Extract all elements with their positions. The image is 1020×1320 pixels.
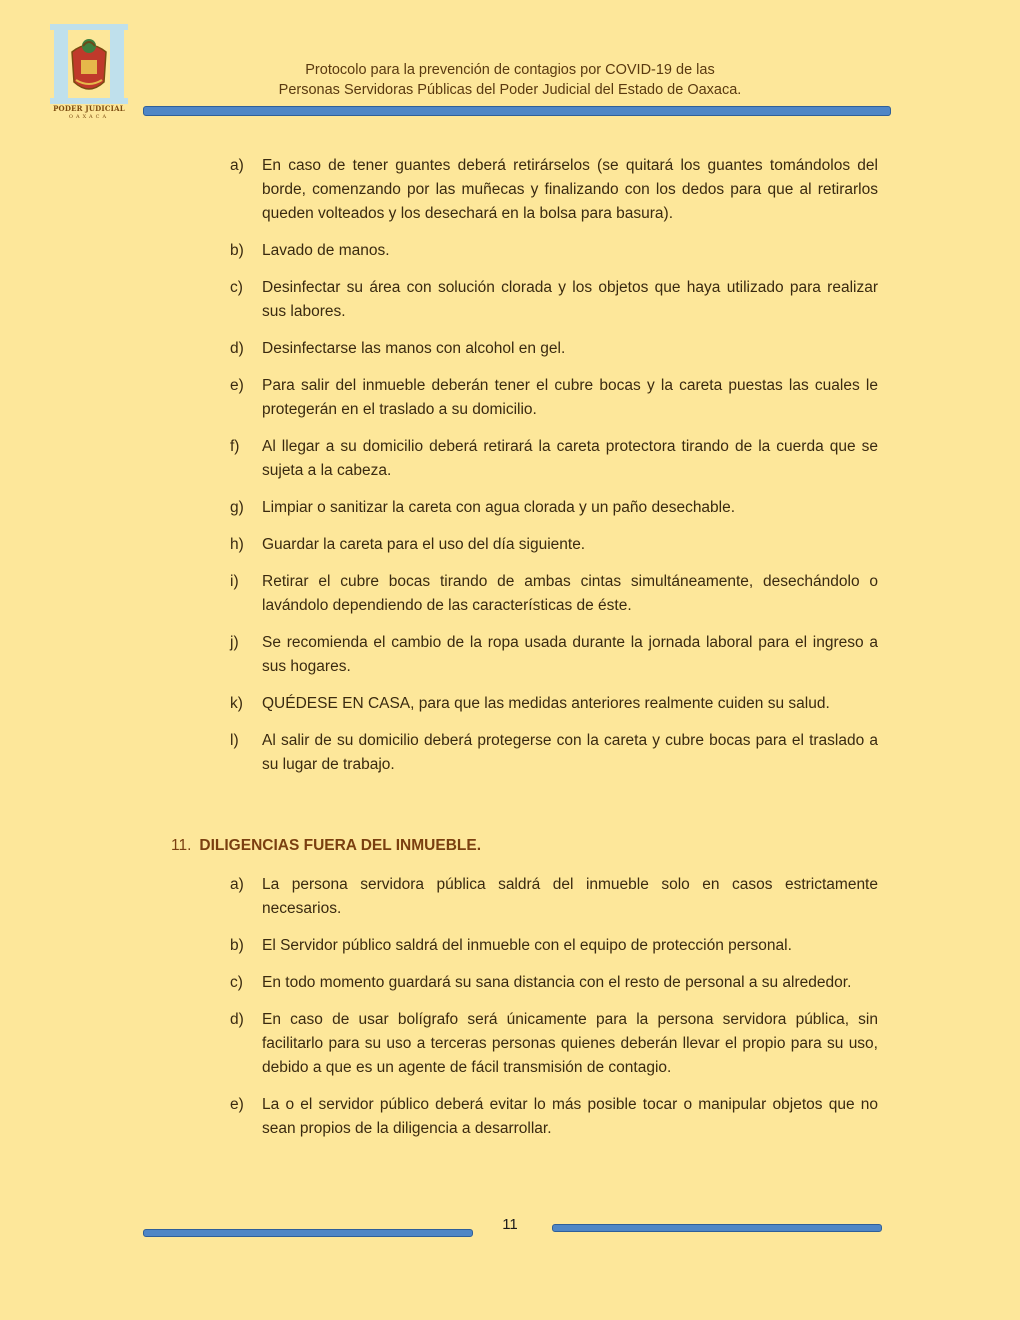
list-item-text: Limpiar o sanitizar la careta con agua clorada y un paño desechable.	[262, 499, 736, 516]
list-item-letter: c)	[230, 974, 243, 991]
document-header	[230, 60, 790, 100]
list-item-text: El Servidor público saldrá del inmueble con el equipo de protección personal.	[262, 937, 792, 954]
list-item-letter: f)	[230, 438, 240, 455]
list-item-letter: l)	[230, 732, 239, 749]
section-title: DILIGENCIAS FUERA DEL INMUEBLE.	[199, 837, 482, 854]
footer-divider-left	[143, 1229, 473, 1237]
coat-of-arms-icon	[50, 24, 128, 104]
list-item-text: Desinfectar su área con solución clorada y los objetos que haya utilizado para realizar sus labores.	[262, 279, 878, 320]
list-item-text: Retirar el cubre bocas tirando de ambas cintas simultáneamente, desechándolo o lavándolo dependiendo de las características de éste.	[262, 573, 878, 614]
list-item	[230, 496, 878, 520]
list-item-text: Al llegar a su domicilio deberá retirará la careta protectora tirando de la cuerda que se sujeta a la cabeza.	[262, 438, 878, 479]
list-item-text: Lavado de manos.	[262, 242, 390, 259]
list-item	[230, 971, 878, 995]
list-item	[230, 934, 878, 958]
list-item-letter: b)	[230, 937, 244, 954]
list-item-text: La o el servidor público deberá evitar lo más posible tocar o manipular objetos que no sean propios de la diligencia a desarrollar.	[262, 1096, 878, 1137]
diligence-list	[230, 873, 878, 1154]
list-item	[230, 533, 878, 557]
list-item-letter: a)	[230, 157, 244, 174]
logo-subcaption: OAXACA	[68, 114, 110, 120]
list-item	[230, 1008, 878, 1080]
list-item-letter: d)	[230, 1011, 244, 1028]
section-heading	[171, 834, 481, 858]
page-number: 11	[502, 1216, 518, 1233]
list-item-letter: a)	[230, 876, 244, 893]
list-item-letter: e)	[230, 1096, 244, 1113]
header-divider	[143, 106, 891, 116]
list-item-text: En caso de tener guantes deberá retirárselos (se quitará los guantes tomándolos del borde, comenzando por las muñecas y finalizando con los dedos para que al retirarlos queden volteados y los desechará en la bolsa para basura).	[262, 157, 878, 222]
list-item-text: La persona servidora pública saldrá del inmueble solo en casos estrictamente necesarios.	[262, 876, 878, 917]
list-item-text: Guardar la careta para el uso del día siguiente.	[262, 536, 586, 553]
list-item	[230, 154, 878, 226]
list-item	[230, 1093, 878, 1141]
list-item-text: Desinfectarse las manos con alcohol en gel.	[262, 340, 566, 357]
list-item	[230, 729, 878, 777]
list-item	[230, 276, 878, 324]
list-item	[230, 631, 878, 679]
list-item-text: QUÉDESE EN CASA, para que las medidas anteriores realmente cuiden su salud.	[262, 695, 830, 712]
list-item	[230, 692, 878, 716]
list-item-letter: b)	[230, 242, 244, 259]
list-item-letter: e)	[230, 377, 244, 394]
list-item	[230, 374, 878, 422]
list-item	[230, 337, 878, 361]
list-item-letter: c)	[230, 279, 243, 296]
list-item-letter: i)	[230, 573, 239, 590]
list-item	[230, 873, 878, 921]
header-title-line1: Protocolo para la prevención de contagios por COVID-19 de las	[305, 62, 715, 78]
measures-list	[230, 154, 878, 790]
list-item-letter: k)	[230, 695, 243, 712]
list-item-text: En caso de usar bolígrafo será únicamente para la persona servidora pública, sin facilitarlo para su uso a terceras personas quienes deberán llevar el propio para su uso, debido a que es un agente de fácil transmisión de contagio.	[262, 1011, 878, 1076]
list-item-letter: d)	[230, 340, 244, 357]
footer-divider-right	[552, 1224, 882, 1232]
list-item	[230, 435, 878, 483]
list-item-letter: h)	[230, 536, 244, 553]
list-item-text: Para salir del inmueble deberán tener el cubre bocas y la careta puestas las cuales le protegerán en el traslado a su domicilio.	[262, 377, 878, 418]
list-item	[230, 570, 878, 618]
logo-caption: PODER JUDICIAL	[53, 104, 125, 113]
section-number: 11.	[171, 837, 192, 854]
list-item-letter: g)	[230, 499, 244, 516]
list-item-letter: j)	[230, 634, 239, 651]
list-item-text: Al salir de su domicilio deberá protegerse con la careta y cubre bocas para el traslado a su lugar de trabajo.	[262, 732, 878, 773]
header-title-line2: Personas Servidoras Públicas del Poder Judicial del Estado de Oaxaca.	[278, 82, 742, 98]
list-item-text: En todo momento guardará su sana distancia con el resto de personal a su alrededor.	[262, 974, 852, 991]
poder-judicial-logo	[50, 24, 128, 132]
list-item-text: Se recomienda el cambio de la ropa usada durante la jornada laboral para el ingreso a sus hogares.	[262, 634, 878, 675]
list-item	[230, 239, 878, 263]
